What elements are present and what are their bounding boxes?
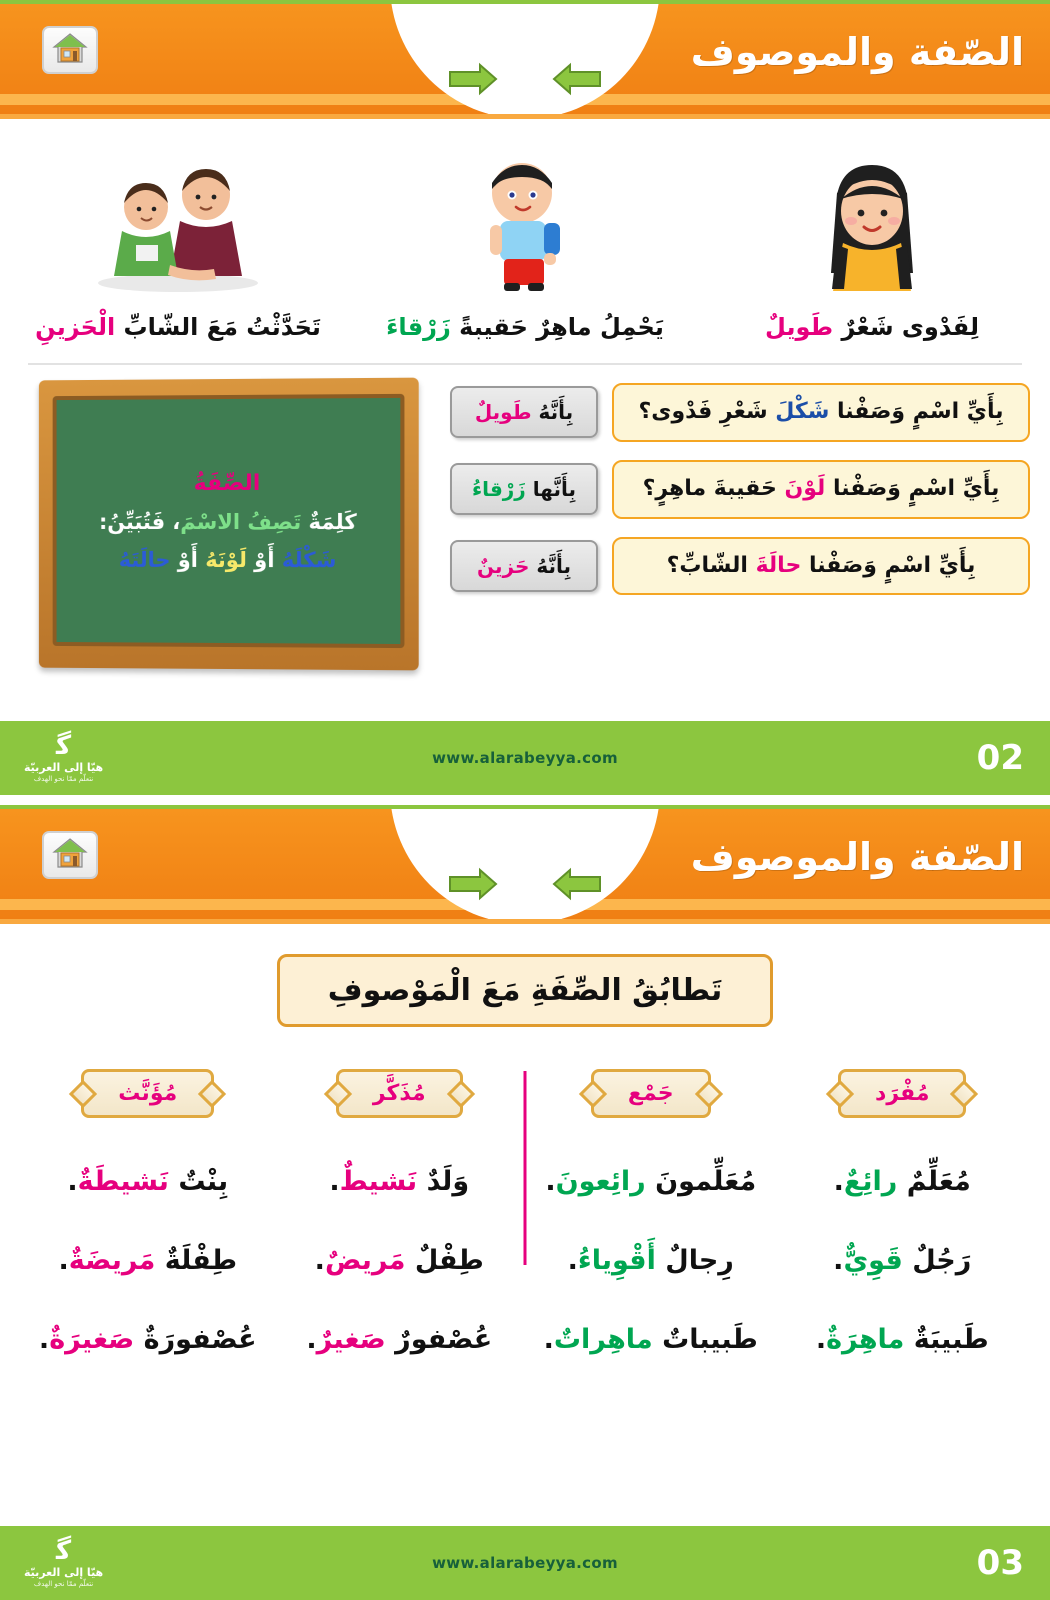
blackboard-line-2 bbox=[119, 547, 337, 571]
answer-text-start: بِأَنَّهُ bbox=[531, 400, 574, 425]
caption-text: لِفَدْوى شَعْرٌ bbox=[833, 313, 979, 341]
page-1-header bbox=[0, 4, 1050, 119]
item-punctuation: . bbox=[815, 1324, 827, 1355]
agreement-table bbox=[0, 1027, 1050, 1355]
home-icon bbox=[52, 32, 88, 68]
caption-text: تَحَدَّثْتُ مَعَ الشّابِّ bbox=[115, 313, 321, 341]
answer-keyword: زَرْقاءُ bbox=[471, 477, 526, 502]
item-adjective: ماهِرَةٌ bbox=[826, 1324, 905, 1355]
logo-tagline: نتعلّم ممّا نحو الهدف bbox=[33, 1580, 94, 1588]
item-punctuation: . bbox=[38, 1324, 50, 1355]
home-icon bbox=[52, 837, 88, 873]
list-item bbox=[274, 1245, 526, 1276]
item-noun: طِفْلٌ bbox=[405, 1245, 484, 1276]
logo-mark-icon: ﮔ bbox=[56, 1536, 72, 1566]
item-punctuation: . bbox=[833, 1245, 844, 1276]
question-box bbox=[612, 460, 1030, 519]
footer-url[interactable]: www.alarabeyya.com bbox=[432, 749, 618, 767]
arrow-left-icon[interactable] bbox=[550, 865, 604, 903]
item-punctuation: . bbox=[306, 1324, 317, 1355]
example-caption-boy bbox=[375, 309, 675, 345]
logo-tagline: نتعلّم ممّا نحو الهدف bbox=[33, 775, 94, 783]
arrow-right-icon[interactable] bbox=[446, 865, 500, 903]
item-noun: طِفْلَةٌ bbox=[155, 1245, 238, 1276]
qa-row bbox=[450, 537, 1030, 596]
list-item bbox=[777, 1324, 1029, 1355]
page-1-lower-section bbox=[0, 365, 1050, 669]
page-title: الصّفة والموصوف bbox=[690, 30, 1024, 74]
column-muannath bbox=[22, 1069, 274, 1355]
question-text-start: بِأَيِّ اسْمٍ وَصَفْنا bbox=[829, 399, 1004, 424]
list-item bbox=[525, 1324, 777, 1355]
item-adjective: نَشيطٌ bbox=[339, 1166, 418, 1197]
site-logo bbox=[24, 1538, 103, 1588]
footer-url[interactable]: www.alarabeyya.com bbox=[432, 1554, 618, 1572]
blackboard-frame bbox=[39, 378, 419, 671]
section-banner: تَطابُقُ الصِّفَةِ مَعَ الْمَوْصوفِ bbox=[277, 954, 773, 1027]
home-button[interactable] bbox=[42, 831, 98, 879]
question-answer-list bbox=[450, 375, 1030, 669]
caption-text: يَحْمِلُ ماهِرٌ حَقيبةً bbox=[450, 313, 664, 341]
example-card-men bbox=[28, 143, 328, 345]
list-item bbox=[274, 1166, 526, 1197]
item-adjective: صَغيرٌ bbox=[316, 1324, 386, 1355]
item-adjective: أَقْوِياءُ bbox=[577, 1245, 656, 1276]
list-item bbox=[22, 1166, 274, 1197]
item-noun: بِنْتٌ bbox=[168, 1166, 229, 1197]
column-header: مُذَكَّر bbox=[336, 1069, 463, 1118]
answer-text-start: بِأَنَّهُ bbox=[529, 553, 571, 578]
home-button[interactable] bbox=[42, 26, 98, 74]
question-text-end: شَعْرِ فَدْوى؟ bbox=[638, 399, 776, 424]
item-adjective: ماهِراتٌ bbox=[553, 1324, 653, 1355]
question-keyword: لَوْنَ bbox=[784, 475, 826, 501]
item-noun: وَلَدٌ bbox=[417, 1166, 470, 1197]
answer-box[interactable] bbox=[450, 540, 598, 592]
qa-row bbox=[450, 460, 1030, 519]
arrow-left-icon[interactable] bbox=[550, 60, 604, 98]
board-text-b: ، فَتُبَيِّنُ: bbox=[98, 509, 181, 534]
item-noun: رَجُلٌ bbox=[902, 1245, 972, 1276]
item-adjective: مَريضٌ bbox=[324, 1245, 406, 1276]
blackboard bbox=[53, 394, 405, 648]
two-young-men bbox=[28, 143, 328, 293]
item-noun: مُعَلِّمونَ bbox=[645, 1166, 757, 1197]
item-punctuation: . bbox=[329, 1166, 340, 1197]
answer-box[interactable] bbox=[450, 386, 598, 438]
item-adjective: رائِعٌ bbox=[843, 1166, 898, 1197]
list-item bbox=[22, 1324, 274, 1355]
column-header: مُؤَنَّث bbox=[81, 1069, 214, 1118]
page-number: 02 bbox=[976, 738, 1024, 778]
blackboard-title: الصِّفَةُ bbox=[193, 470, 261, 496]
item-noun: مُعَلِّمٌ bbox=[897, 1166, 971, 1197]
table-divider bbox=[524, 1071, 527, 1265]
qa-row bbox=[450, 383, 1030, 442]
blackboard-line-1 bbox=[99, 509, 357, 533]
blackboard-area bbox=[14, 375, 440, 669]
slide-page-2 bbox=[0, 805, 1050, 1600]
question-box bbox=[612, 537, 1030, 596]
item-punctuation: . bbox=[545, 1166, 556, 1197]
board-attr-state: حالَتَهُ bbox=[118, 547, 171, 572]
item-noun: طَبيبَةٌ bbox=[904, 1324, 989, 1355]
board-or-2: أَوْ bbox=[170, 547, 206, 572]
answer-box[interactable] bbox=[450, 463, 598, 515]
question-keyword: شَكْلَ bbox=[775, 399, 830, 424]
logo-mark-icon: ﮔ bbox=[56, 731, 72, 761]
answer-text-start: بِأَنَّها bbox=[525, 477, 577, 502]
item-punctuation: . bbox=[58, 1245, 69, 1276]
board-attr-shape: شَكْلَهُ bbox=[281, 547, 337, 572]
board-attr-color: لَوْنَهُ bbox=[205, 547, 247, 572]
item-adjective: رائِعونَ bbox=[555, 1166, 646, 1197]
navigation-arrows bbox=[446, 865, 604, 903]
question-text-end: الشّابِّ؟ bbox=[666, 552, 756, 578]
question-text-start: بِأَيِّ اسْمٍ وَصَفْنا bbox=[801, 552, 976, 578]
caption-adjective: طَويلٌ bbox=[765, 313, 834, 341]
example-card-boy bbox=[375, 143, 675, 345]
page-1-footer bbox=[0, 721, 1050, 795]
examples-row bbox=[0, 119, 1050, 345]
page-title: الصّفة والموصوف bbox=[690, 835, 1024, 879]
board-text-a: كَلِمَةٌ bbox=[301, 509, 357, 534]
slide-page-1 bbox=[0, 0, 1050, 795]
question-text-end: حَقيبةَ ماهِرٍ؟ bbox=[642, 475, 785, 501]
site-logo bbox=[24, 733, 103, 783]
list-item bbox=[22, 1245, 274, 1276]
board-or-1: أَوْ bbox=[246, 547, 282, 572]
list-item bbox=[777, 1166, 1029, 1197]
item-punctuation: . bbox=[314, 1245, 325, 1276]
list-item bbox=[274, 1324, 526, 1355]
column-muthakkar bbox=[274, 1069, 526, 1355]
boy-with-blue-backpack bbox=[375, 143, 675, 293]
item-punctuation: . bbox=[833, 1166, 844, 1197]
example-caption-girl bbox=[722, 309, 1022, 345]
item-noun: رِجالٌ bbox=[655, 1245, 734, 1276]
logo-name: هيّا إلى العربيّة bbox=[24, 1566, 104, 1579]
item-adjective: نَشيطَةٌ bbox=[77, 1166, 169, 1197]
column-mufrad bbox=[777, 1069, 1029, 1355]
girl-with-long-hair bbox=[722, 143, 1022, 293]
column-header: مُفْرَد bbox=[838, 1069, 966, 1118]
answer-keyword: طَويلٌ bbox=[474, 400, 532, 425]
question-keyword: حالَةَ bbox=[755, 552, 802, 578]
arrow-right-icon[interactable] bbox=[446, 60, 500, 98]
list-item bbox=[525, 1166, 777, 1197]
caption-adjective: الْحَزينِ bbox=[35, 313, 116, 341]
column-jam bbox=[525, 1069, 777, 1355]
banner-area bbox=[0, 924, 1050, 1027]
caption-adjective: زَرْقاءَ bbox=[386, 313, 451, 341]
column-header: جَمْع bbox=[591, 1069, 711, 1118]
item-punctuation: . bbox=[567, 1245, 578, 1276]
item-adjective: صَغيرَةٌ bbox=[49, 1324, 135, 1355]
item-noun: عُصْفورَةٌ bbox=[134, 1324, 257, 1355]
item-punctuation: . bbox=[67, 1166, 78, 1197]
page-number: 03 bbox=[976, 1543, 1024, 1583]
example-caption-men bbox=[28, 309, 328, 345]
navigation-arrows bbox=[446, 60, 604, 98]
item-noun: طَبيباتٌ bbox=[652, 1324, 758, 1355]
logo-name: هيّا إلى العربيّة bbox=[24, 761, 104, 774]
item-adjective: مَريضَةٌ bbox=[68, 1245, 156, 1276]
list-item bbox=[525, 1245, 777, 1276]
board-keyword: تَصِفُ الاسْمَ bbox=[180, 509, 302, 534]
answer-keyword: حَزينٌ bbox=[477, 553, 530, 578]
page-2-footer bbox=[0, 1526, 1050, 1600]
example-card-girl bbox=[722, 143, 1022, 345]
item-punctuation: . bbox=[543, 1324, 554, 1355]
page-2-header bbox=[0, 809, 1050, 924]
question-box bbox=[612, 383, 1030, 442]
item-adjective: قَوِيٌّ bbox=[843, 1245, 903, 1276]
list-item bbox=[777, 1245, 1029, 1276]
question-text-start: بِأَيِّ اسْمٍ وَصَفْنا bbox=[825, 475, 1000, 501]
item-noun: عُصْفورٌ bbox=[385, 1324, 493, 1355]
